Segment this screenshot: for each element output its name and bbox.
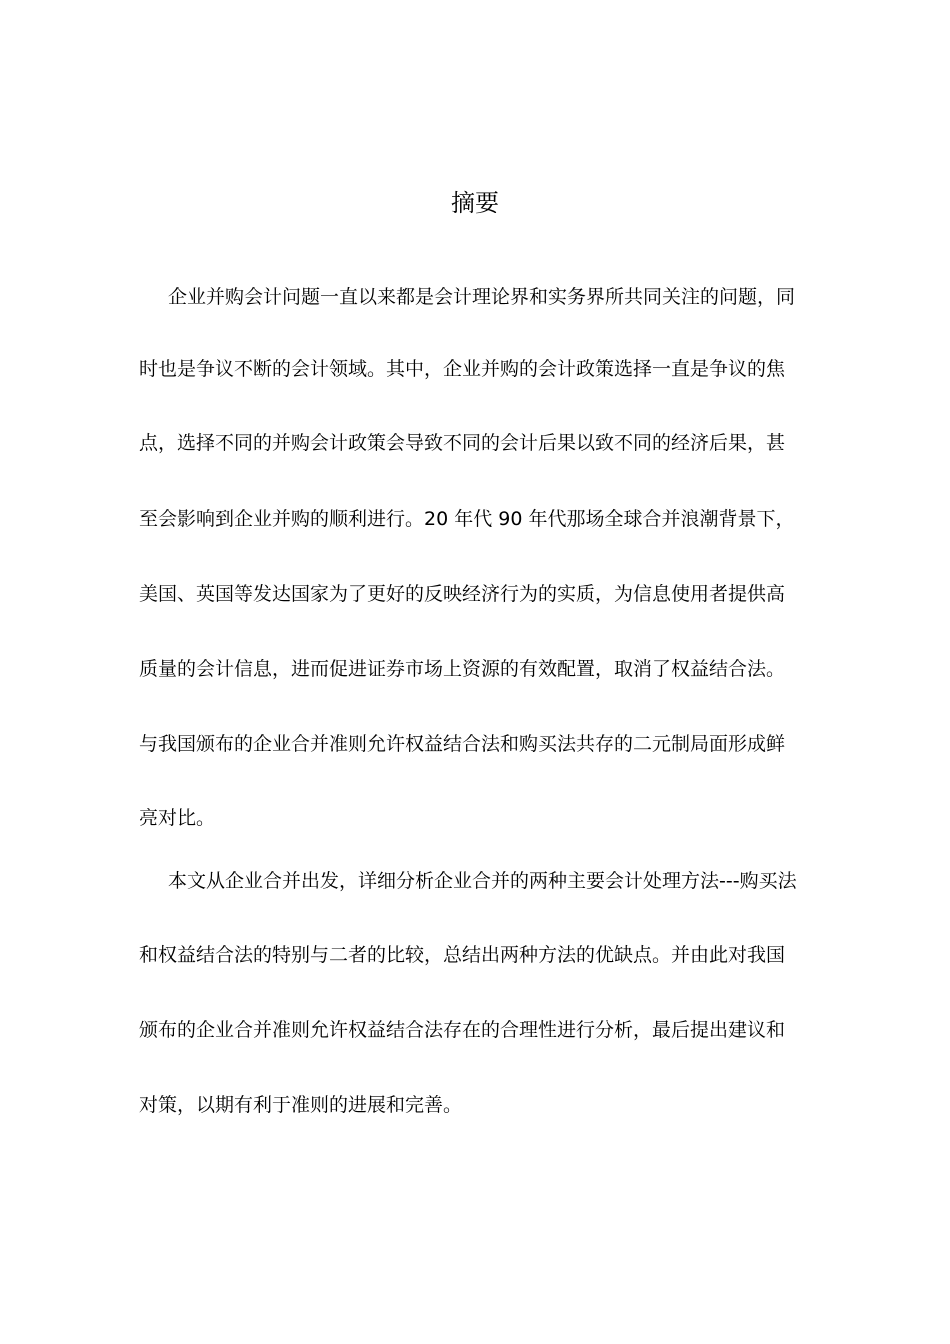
- paragraph-1-line-8: 亮对比。: [139, 807, 216, 829]
- paragraph-2-line-2: 和权益结合法的特别与二者的比较，总结出两种方法的优缺点。并由此对我国: [139, 944, 786, 966]
- paragraph-1-line-6: 质量的会计信息，进而促进证券市场上资源的有效配置，取消了权益结合法。: [139, 658, 786, 680]
- paragraph-1-line-2: 时也是争议不断的会计领域。其中，企业并购的会计政策选择一直是争议的焦: [139, 358, 786, 380]
- paragraph-1-line-1: 企业并购会计问题一直以来都是会计理论界和实务界所共同关注的问题，同: [168, 286, 796, 308]
- paragraph-1-line-3: 点，选择不同的并购会计政策会导致不同的会计后果以致不同的经济后果，甚: [139, 432, 786, 454]
- paragraph-2-line-3: 颁布的企业合并准则允许权益结合法存在的合理性进行分析，最后提出建议和: [139, 1019, 786, 1041]
- paragraph-1-line-7: 与我国颁布的企业合并准则允许权益结合法和购买法共存的二元制局面形成鲜: [139, 733, 786, 755]
- paragraph-2-line-4: 对策，以期有利于准则的进展和完善。: [139, 1094, 463, 1116]
- page-title: 摘要: [451, 189, 499, 217]
- paragraph-2-line-1: 本文从企业合并出发，详细分析企业合并的两种主要会计处理方法---购买法: [168, 870, 797, 892]
- paragraph-1-line-4: 至会影响到企业并购的顺利进行。20 年代 90 年代那场全球合并浪潮背景下，: [139, 508, 795, 530]
- paragraph-1-line-5: 美国、英国等发达国家为了更好的反映经济行为的实质，为信息使用者提供高: [139, 583, 786, 605]
